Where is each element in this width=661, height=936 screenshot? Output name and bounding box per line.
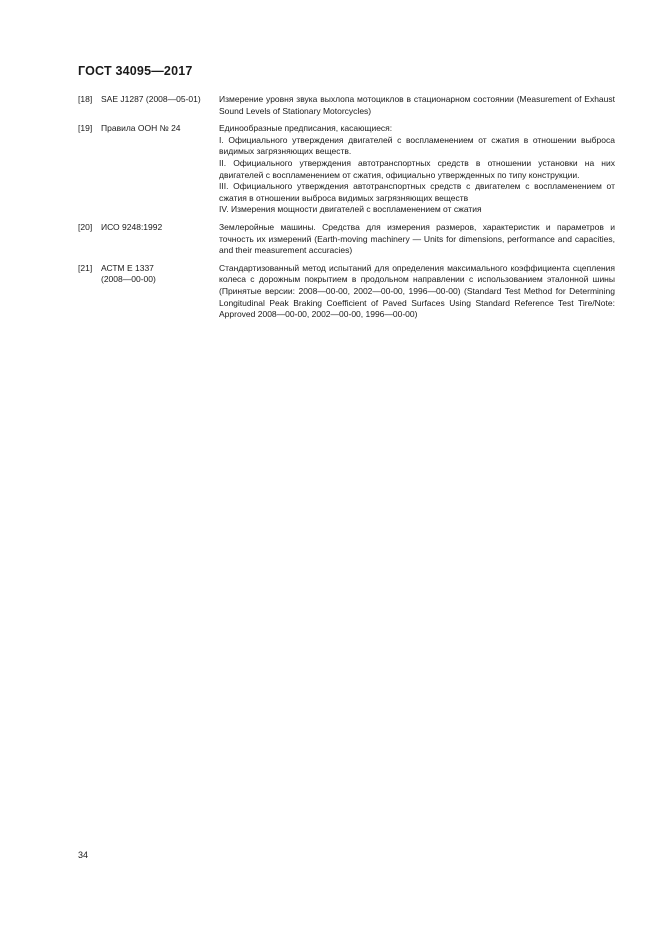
reference-paragraph: IV. Измерения мощности двигателей с воспламенением от сжатия <box>219 204 482 215</box>
reference-left <box>78 222 219 257</box>
reference-item <box>78 263 615 321</box>
reference-number: [18] <box>78 94 93 104</box>
reference-paragraph: Измерение уровня звука выхлопа мотоциклов в стационарном состоянии (Measurement of Exhaust Sound Levels of Stationary Motorcycles) <box>219 94 615 116</box>
reference-paragraph: Стандартизованный метод испытаний для определения максимального коэффициента сцепления колеса с дорожным покрытием в продольном направлении с использованием эталонной шины (Принятые версии: 2008—00-00, 2002—00-00, 1996—00-00) (Standard Test Method for Determining Longitudinal Peak Braking Coefficient of Paved Surfaces Using Standard Reference Test Tire/Note: Approved 2008—00-00, 2002—00-00, 1996—00-00) <box>219 262 615 320</box>
reference-number: [19] <box>78 123 93 134</box>
page-header-title: ГОСТ 34095—2017 <box>78 64 193 78</box>
reference-left <box>78 123 219 216</box>
bibliography-list <box>78 94 615 327</box>
reference-code <box>101 94 219 117</box>
reference-left <box>78 94 219 117</box>
reference-code <box>101 222 219 257</box>
reference-paragraph: II. Официального утверждения автотранспортных средств в отношении установки на них двигателей с воспламенением от сжатия, официально утвержденных по типу конструкции. <box>219 157 615 180</box>
reference-paragraph: III. Официального утверждения автотранспортных средств с двигателем с воспламенением от сжатия в отношении выброса видимых загрязняющих веществ <box>219 181 615 203</box>
reference-code-date: (2008—00-00) <box>101 274 156 285</box>
reference-item <box>78 94 615 117</box>
reference-description <box>219 222 615 257</box>
reference-description <box>219 263 615 321</box>
reference-code-main: ИСО 9248:1992 <box>101 221 163 232</box>
reference-code-main: SAE J1287 (2008—05-01) <box>101 94 201 104</box>
reference-code-main: АСТМ Е 1337 <box>101 262 154 273</box>
reference-number: [20] <box>78 221 93 232</box>
reference-number: [21] <box>78 262 93 273</box>
reference-description <box>219 123 615 216</box>
reference-left <box>78 263 219 321</box>
reference-code <box>101 123 219 216</box>
reference-code <box>101 263 219 321</box>
reference-code-main: Правила ООН № 24 <box>101 123 181 134</box>
page-number: 34 <box>78 850 89 860</box>
reference-item <box>78 222 615 257</box>
reference-paragraph: Землеройные машины. Средства для измерения размеров, характеристик и параметров и точность их измерений (Earth-moving machinery — Units for dimensions, performance and capacities, and their measurement accuracies) <box>219 221 615 256</box>
reference-paragraph: I. Официального утверждения двигателей с воспламенением от сжатия в отношении выброса видимых загрязняющих веществ. <box>219 134 615 157</box>
reference-description <box>219 94 615 117</box>
reference-item <box>78 123 615 216</box>
reference-paragraph: Единообразные предписания, касающиеся: <box>219 123 393 134</box>
